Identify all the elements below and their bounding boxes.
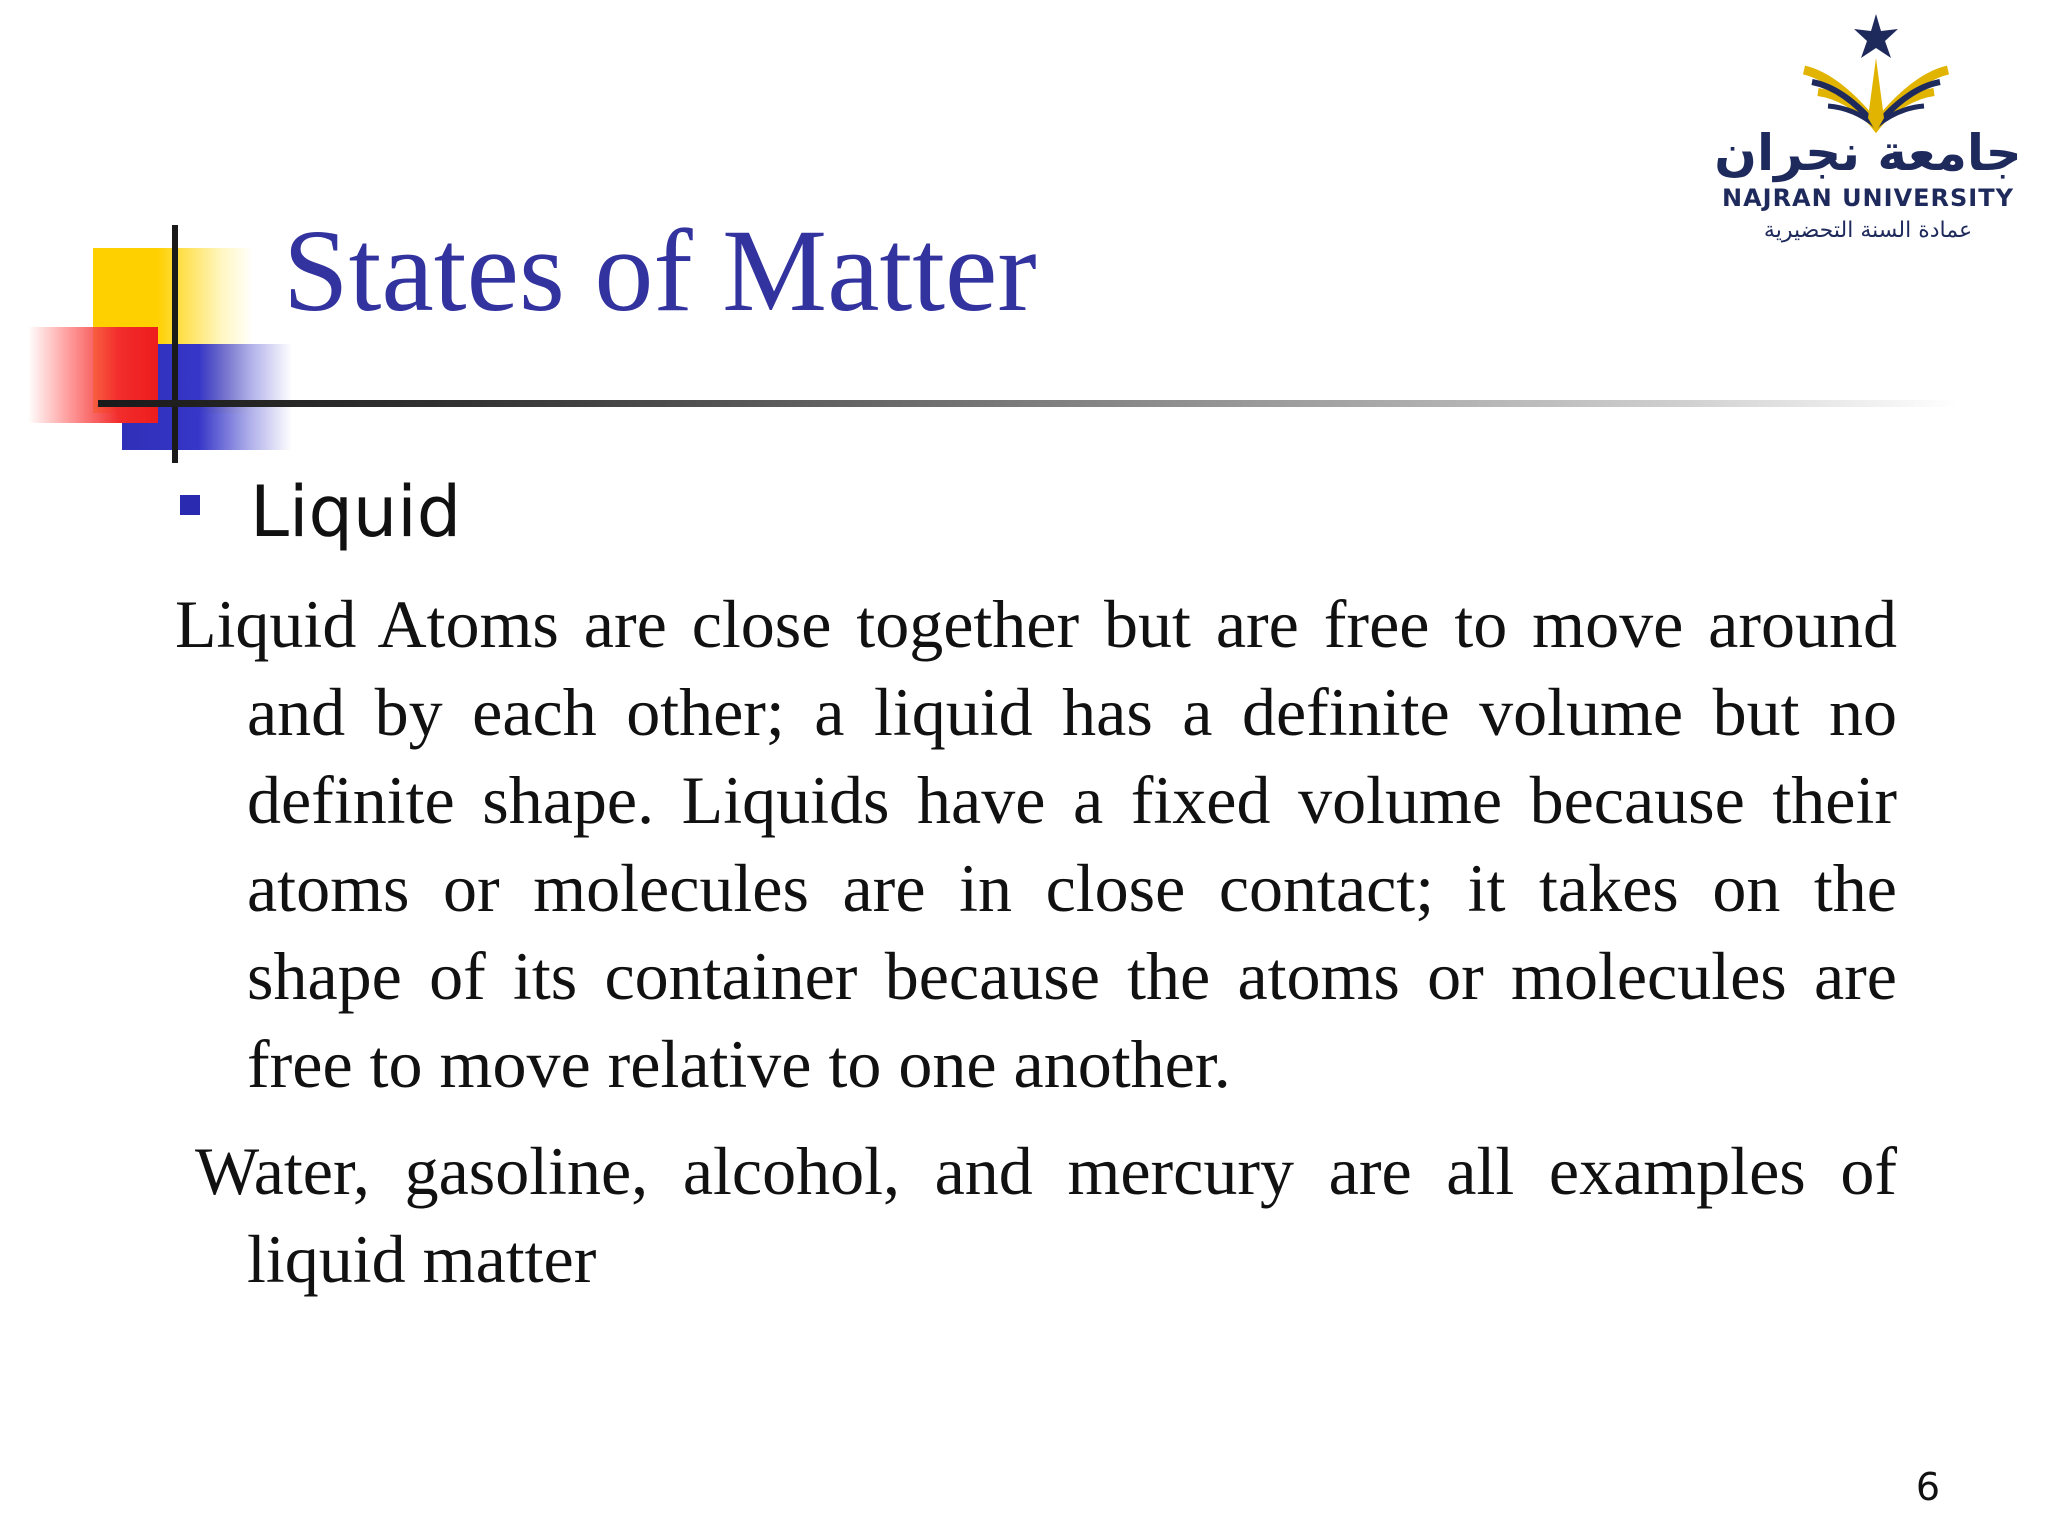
page-title: States of Matter — [283, 205, 1037, 336]
logo-arabic-subtitle: عمادة السنة التحضيرية — [1763, 218, 1973, 243]
decor-vertical-line — [172, 225, 178, 463]
square-bullet-icon — [180, 495, 200, 515]
bullet-item-liquid — [180, 470, 461, 554]
logo-english-name: NAJRAN UNIVERSITY — [1721, 184, 2014, 212]
logo-arabic-name: جامعة نجران — [1714, 124, 2022, 182]
page-number: 6 — [1915, 1465, 1940, 1509]
paragraph-liquid-description: Liquid Atoms are close together but are free to move around and by each other; a liquid has a definite volume but no definite shape. Liquids have a fixed volume because their atoms or molecules are in close contact; it takes on the shape of its container because the atoms or molecules are free to move relative to one another. — [175, 586, 1897, 1102]
paragraph-liquid-examples: Water, gasoline, alcohol, and mercury are all examples of liquid matter — [195, 1133, 1897, 1297]
logo-emblem-icon — [1708, 8, 2028, 138]
title-underline — [98, 400, 1958, 407]
bullet-label: Liquid — [250, 471, 462, 553]
university-logo — [1708, 8, 2028, 248]
decor-red-square — [28, 327, 158, 423]
